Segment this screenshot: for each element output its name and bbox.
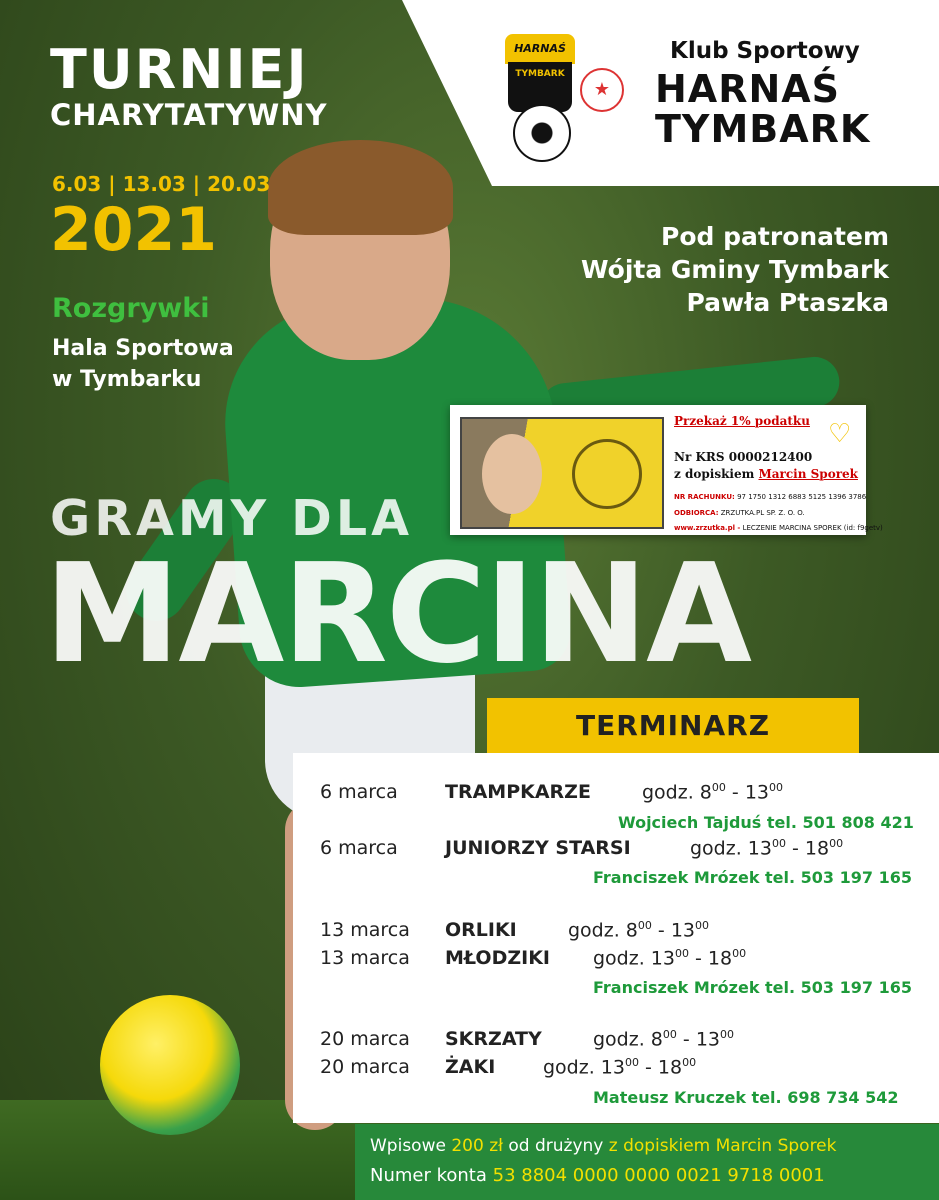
venue-text xyxy=(52,333,234,395)
smiley-balloon-icon xyxy=(572,439,642,509)
footer-line2: Numer konta 53 8804 0000 0000 0021 9718 0001 xyxy=(370,1165,825,1186)
schedule-title-bar xyxy=(487,698,859,754)
club-line1: Klub Sportowy xyxy=(670,38,860,64)
account-label: NR RACHUNKU: xyxy=(674,493,735,501)
football-image xyxy=(100,995,240,1135)
heart-icon: ♡ xyxy=(828,419,852,449)
club-logo xyxy=(505,34,575,152)
row-hours: godz. $8^{00} - 13^{00}$ xyxy=(642,781,784,804)
row-hours: godz. $13^{00} - 18^{00}$ xyxy=(593,947,747,970)
club-line3: TYMBARK xyxy=(655,107,871,151)
logo-sub: TYMBARK xyxy=(508,62,572,112)
schedule-title: TERMINARZ xyxy=(575,709,771,742)
dopisek-name: Marcin Sporek xyxy=(758,467,858,481)
donation-web xyxy=(674,524,883,532)
dopisek-prefix: z dopiskiem xyxy=(674,467,759,481)
account-value: 97 1750 1312 6883 5125 1396 3786 xyxy=(737,493,867,501)
recipient-label: ODBIORCA: xyxy=(674,509,719,517)
row-hours: godz. $8^{00} - 13^{00}$ xyxy=(568,919,710,942)
venue-line1: Hala Sportowa xyxy=(52,336,234,361)
schedule-panel xyxy=(293,753,939,1123)
club-line2: HARNAŚ xyxy=(655,67,841,111)
row-category: ORLIKI xyxy=(445,919,517,941)
donation-recipient xyxy=(674,509,805,517)
row-date: 13 marca xyxy=(320,947,410,969)
logo-ball-icon xyxy=(513,104,571,162)
row-category: SKRZATY xyxy=(445,1028,542,1050)
title-line2: CHARYTATYWNY xyxy=(50,98,328,132)
row-category: MŁODZIKI xyxy=(445,947,550,969)
row-date: 20 marca xyxy=(320,1028,410,1050)
row-date: 13 marca xyxy=(320,919,410,941)
row-category: TRAMPKARZE xyxy=(445,781,591,803)
donation-title: Przekaż 1% podatku xyxy=(674,414,810,428)
contact-info: Mateusz Kruczek tel. 698 734 542 xyxy=(593,1088,899,1107)
contact-info: Wojciech Tajduś tel. 501 808 421 xyxy=(618,813,914,832)
donation-card xyxy=(450,405,883,535)
web-label: www.zrzutka.pl - xyxy=(674,524,741,532)
row-category: JUNIORZY STARSI xyxy=(445,837,631,859)
row-hours: godz. $13^{00} - 18^{00}$ xyxy=(543,1056,697,1079)
logo-text: HARNAŚ xyxy=(505,34,575,64)
row-date: 6 marca xyxy=(320,837,398,859)
patronage-line2: Wójta Gminy Tymbark xyxy=(580,255,889,284)
row-hours: godz. $13^{00} - 18^{00}$ xyxy=(690,837,844,860)
tournament-year: 2021 xyxy=(50,195,217,265)
patronage-line3: Pawła Ptaszka xyxy=(686,288,889,317)
footer-line1: Wpisowe 200 zł od drużyny z dopiskiem Marcin Sporek xyxy=(370,1136,837,1156)
entry-fee-footer xyxy=(355,1124,939,1200)
contact-info: Franciszek Mrózek tel. 503 197 165 xyxy=(593,978,912,997)
web-value: LECZENIE MARCINA SPOREK (id: f9getv) xyxy=(742,524,883,532)
donation-krs: Nr KRS 0000212400 xyxy=(674,450,813,464)
patronage xyxy=(581,220,889,319)
row-category: ŻAKI xyxy=(445,1056,496,1078)
row-date: 6 marca xyxy=(320,781,398,803)
certificate-star-icon: ★ xyxy=(580,68,624,112)
donation-dopisek xyxy=(674,467,858,481)
title-line1: TURNIEJ xyxy=(50,38,309,101)
row-date: 20 marca xyxy=(320,1056,410,1078)
recipient-value: ZRZUTKA.PL SP. Z. O. O. xyxy=(720,509,805,517)
headline-line2: MARCINA xyxy=(44,535,751,694)
child-face xyxy=(482,434,542,514)
patronage-line1: Pod patronatem xyxy=(661,222,889,251)
donation-photo xyxy=(460,417,664,529)
row-hours: godz. $8^{00} - 13^{00}$ xyxy=(593,1028,735,1051)
donation-account xyxy=(674,493,866,501)
player-hair xyxy=(268,140,453,235)
contact-info: Franciszek Mrózek tel. 503 197 165 xyxy=(593,868,912,887)
tournament-dates: 6.03 | 13.03 | 20.03 xyxy=(52,172,271,196)
headline-line1: GRAMY DLA xyxy=(50,490,413,547)
venue-label: Rozgrywki xyxy=(52,293,210,324)
venue-line2: w Tymbarku xyxy=(52,367,202,392)
